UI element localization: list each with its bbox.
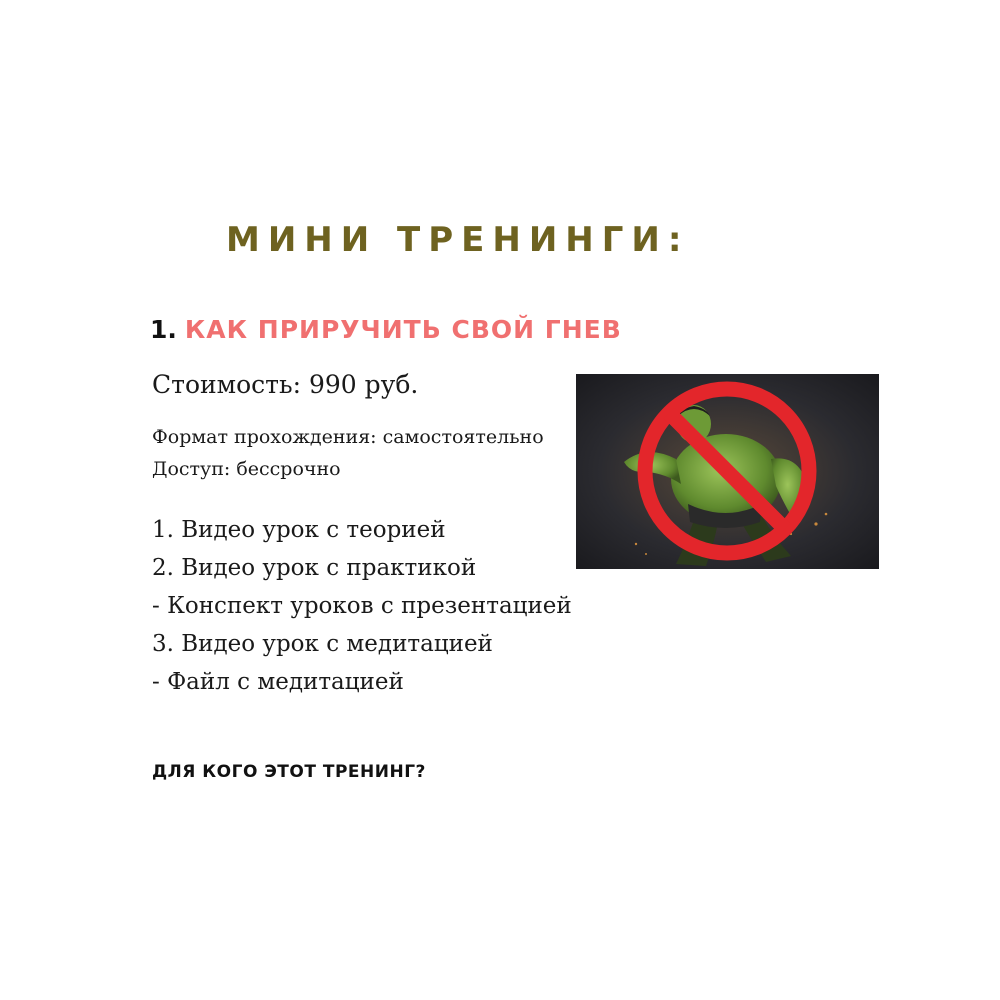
course-image <box>576 374 879 569</box>
course-name: КАК ПРИРУЧИТЬ СВОЙ ГНЕВ <box>184 315 622 344</box>
list-item: 3. Видео урок с медитацией <box>152 631 493 657</box>
course-access: Доступ: бессрочно <box>152 458 341 480</box>
list-item: - Конспект уроков с презентацией <box>152 593 572 619</box>
course-format: Формат прохождения: самостоятельно <box>152 426 544 448</box>
page-heading: МИНИ ТРЕНИНГИ: <box>226 220 690 260</box>
for-whom-heading: ДЛЯ КОГО ЭТОТ ТРЕНИНГ? <box>152 762 426 782</box>
course-number: 1. <box>150 315 177 344</box>
list-item: 2. Видео урок с практикой <box>152 555 477 581</box>
course-title <box>150 315 622 344</box>
course-contents-list <box>152 515 572 705</box>
no-anger-prohibited-icon <box>576 374 879 569</box>
list-item: - Файл с медитацией <box>152 669 404 695</box>
course-price: Стоимость: 990 руб. <box>152 370 419 399</box>
list-item: 1. Видео урок с теорией <box>152 517 446 543</box>
